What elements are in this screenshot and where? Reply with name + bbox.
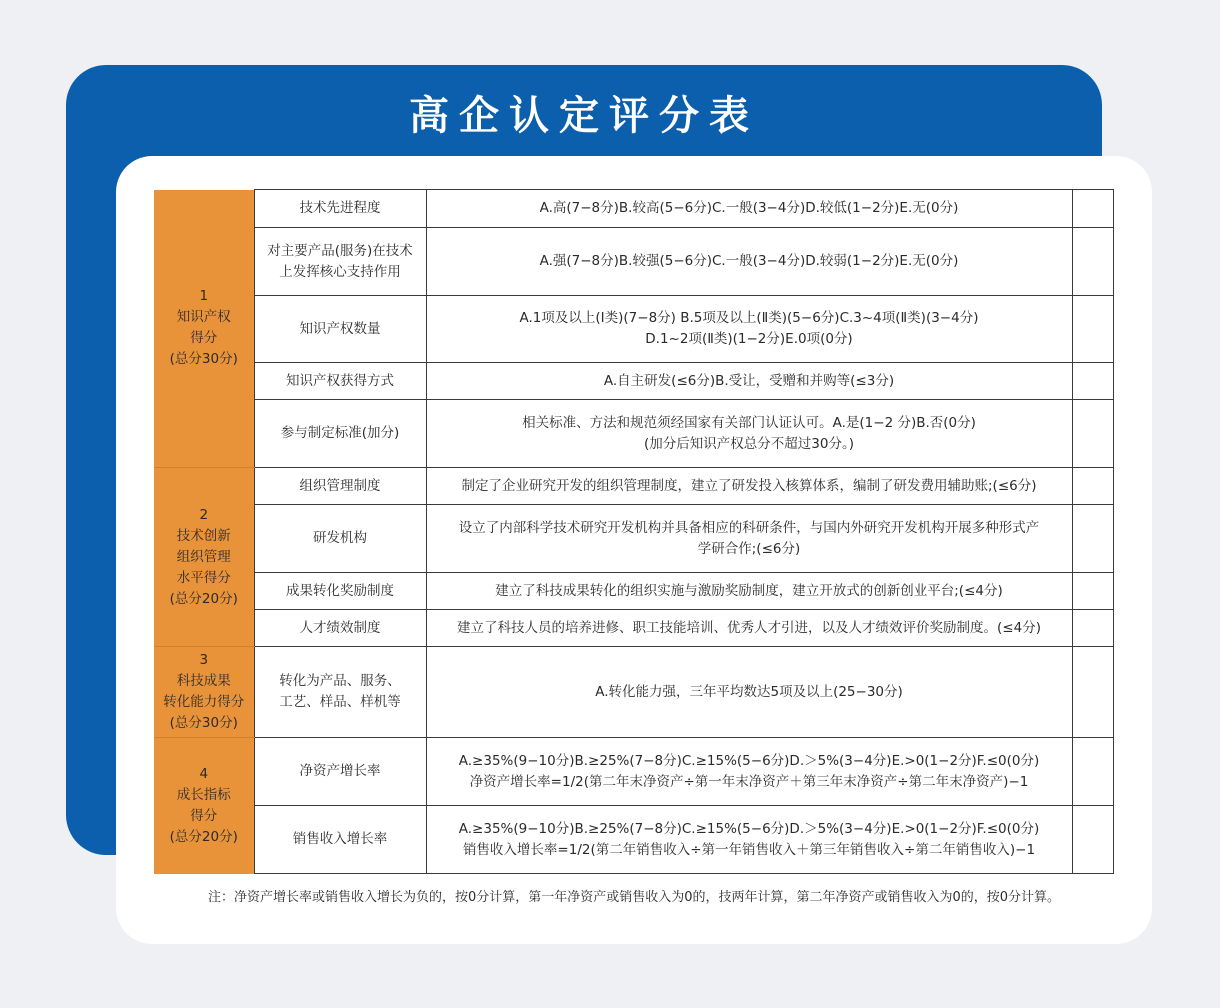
score-cell xyxy=(1072,363,1113,400)
item-cell: 组织管理制度 xyxy=(254,468,426,505)
score-cell xyxy=(1072,228,1113,296)
criteria-cell: 制定了企业研究开发的组织管理制度，建立了研发投入核算体系，编制了研发费用辅助账;(≤6分) xyxy=(426,468,1072,505)
criteria-cell: A.≥35%(9−10分)B.≥25%(7−8分)C.≥15%(5−6分)D.＞5%(3−4分)E.>0(1−2分)F.≤0(0分) 销售收入增长率=1/2(第二年销售收入÷第一年销售收入＋第三年销售收入÷第二年销售收入)−1 xyxy=(426,806,1072,874)
criteria-cell: A.转化能力强，三年平均数达5项及以上(25−30分) xyxy=(426,647,1072,738)
score-cell xyxy=(1072,296,1113,363)
table-row xyxy=(154,610,1113,647)
item-cell: 对主要产品(服务)在技术 上发挥核心支持作用 xyxy=(254,228,426,296)
item-cell: 转化为产品、服务、 工艺、样品、样机等 xyxy=(254,647,426,738)
item-cell: 成果转化奖励制度 xyxy=(254,573,426,610)
category-cell: 2 技术创新 组织管理 水平得分 (总分20分) xyxy=(154,468,254,647)
table-row xyxy=(154,806,1113,874)
score-cell xyxy=(1072,738,1113,806)
item-cell: 销售收入增长率 xyxy=(254,806,426,874)
score-cell xyxy=(1072,468,1113,505)
item-cell: 知识产权获得方式 xyxy=(254,363,426,400)
criteria-cell: 相关标准、方法和规范须经国家有关部门认证认可。A.是(1−2 分)B.否(0分) (加分后知识产权总分不超过30分。) xyxy=(426,400,1072,468)
score-cell xyxy=(1072,610,1113,647)
item-cell: 参与制定标准(加分) xyxy=(254,400,426,468)
category-cell: 4 成长指标 得分 (总分20分) xyxy=(154,738,254,874)
criteria-cell: 建立了科技成果转化的组织实施与激励奖励制度，建立开放式的创新创业平台;(≤4分) xyxy=(426,573,1072,610)
category-cell: 3 科技成果 转化能力得分 (总分30分) xyxy=(154,647,254,738)
table-row xyxy=(154,190,1113,228)
table-row xyxy=(154,363,1113,400)
criteria-cell: A.强(7−8分)B.较强(5−6分)C.一般(3−4分)D.较弱(1−2分)E.无(0分) xyxy=(426,228,1072,296)
score-cell xyxy=(1072,647,1113,738)
criteria-cell: A.高(7−8分)B.较高(5−6分)C.一般(3−4分)D.较低(1−2分)E.无(0分) xyxy=(426,190,1072,228)
score-table xyxy=(154,189,1114,874)
criteria-cell: 建立了科技人员的培养进修、职工技能培训、优秀人才引进，以及人才绩效评价奖励制度。(≤4分) xyxy=(426,610,1072,647)
page-title: 高企认定评分表 xyxy=(409,92,759,139)
table-row xyxy=(154,505,1113,573)
table-row xyxy=(154,468,1113,505)
score-cell xyxy=(1072,190,1113,228)
table-row xyxy=(154,228,1113,296)
table-row xyxy=(154,296,1113,363)
score-cell xyxy=(1072,400,1113,468)
criteria-cell: A.≥35%(9−10分)B.≥25%(7−8分)C.≥15%(5−6分)D.＞5%(3−4分)E.>0(1−2分)F.≤0(0分) 净资产增长率=1/2(第二年末净资产÷第一年末净资产＋第三年末净资产÷第二年末净资产)−1 xyxy=(426,738,1072,806)
criteria-cell: A.1项及以上(Ⅰ类)(7−8分) B.5项及以上(Ⅱ类)(5−6分)C.3~4项(Ⅱ类)(3−4分) D.1~2项(Ⅱ类)(1−2分)E.0项(0分) xyxy=(426,296,1072,363)
item-cell: 知识产权数量 xyxy=(254,296,426,363)
table-row xyxy=(154,573,1113,610)
criteria-cell: A.自主研发(≤6分)B.受让，受赠和并购等(≤3分) xyxy=(426,363,1072,400)
score-cell xyxy=(1072,806,1113,874)
item-cell: 技术先进程度 xyxy=(254,190,426,228)
item-cell: 研发机构 xyxy=(254,505,426,573)
table-row xyxy=(154,400,1113,468)
footnote: 注：净资产增长率或销售收入增长为负的，按0分计算，第一年净资产或销售收入为0的，技两年计算，第二年净资产或销售收入为0的，按0分计算。 xyxy=(207,890,1061,905)
criteria-cell: 设立了内部科学技术研究开发机构并具备相应的科研条件，与国内外研究开发机构开展多种形式产 学研合作;(≤6分) xyxy=(426,505,1072,573)
score-cell xyxy=(1072,505,1113,573)
table-row xyxy=(154,738,1113,806)
item-cell: 净资产增长率 xyxy=(254,738,426,806)
category-cell: 1 知识产权 得分 (总分30分) xyxy=(154,190,254,468)
item-cell: 人才绩效制度 xyxy=(254,610,426,647)
score-cell xyxy=(1072,573,1113,610)
table-row xyxy=(154,647,1113,738)
